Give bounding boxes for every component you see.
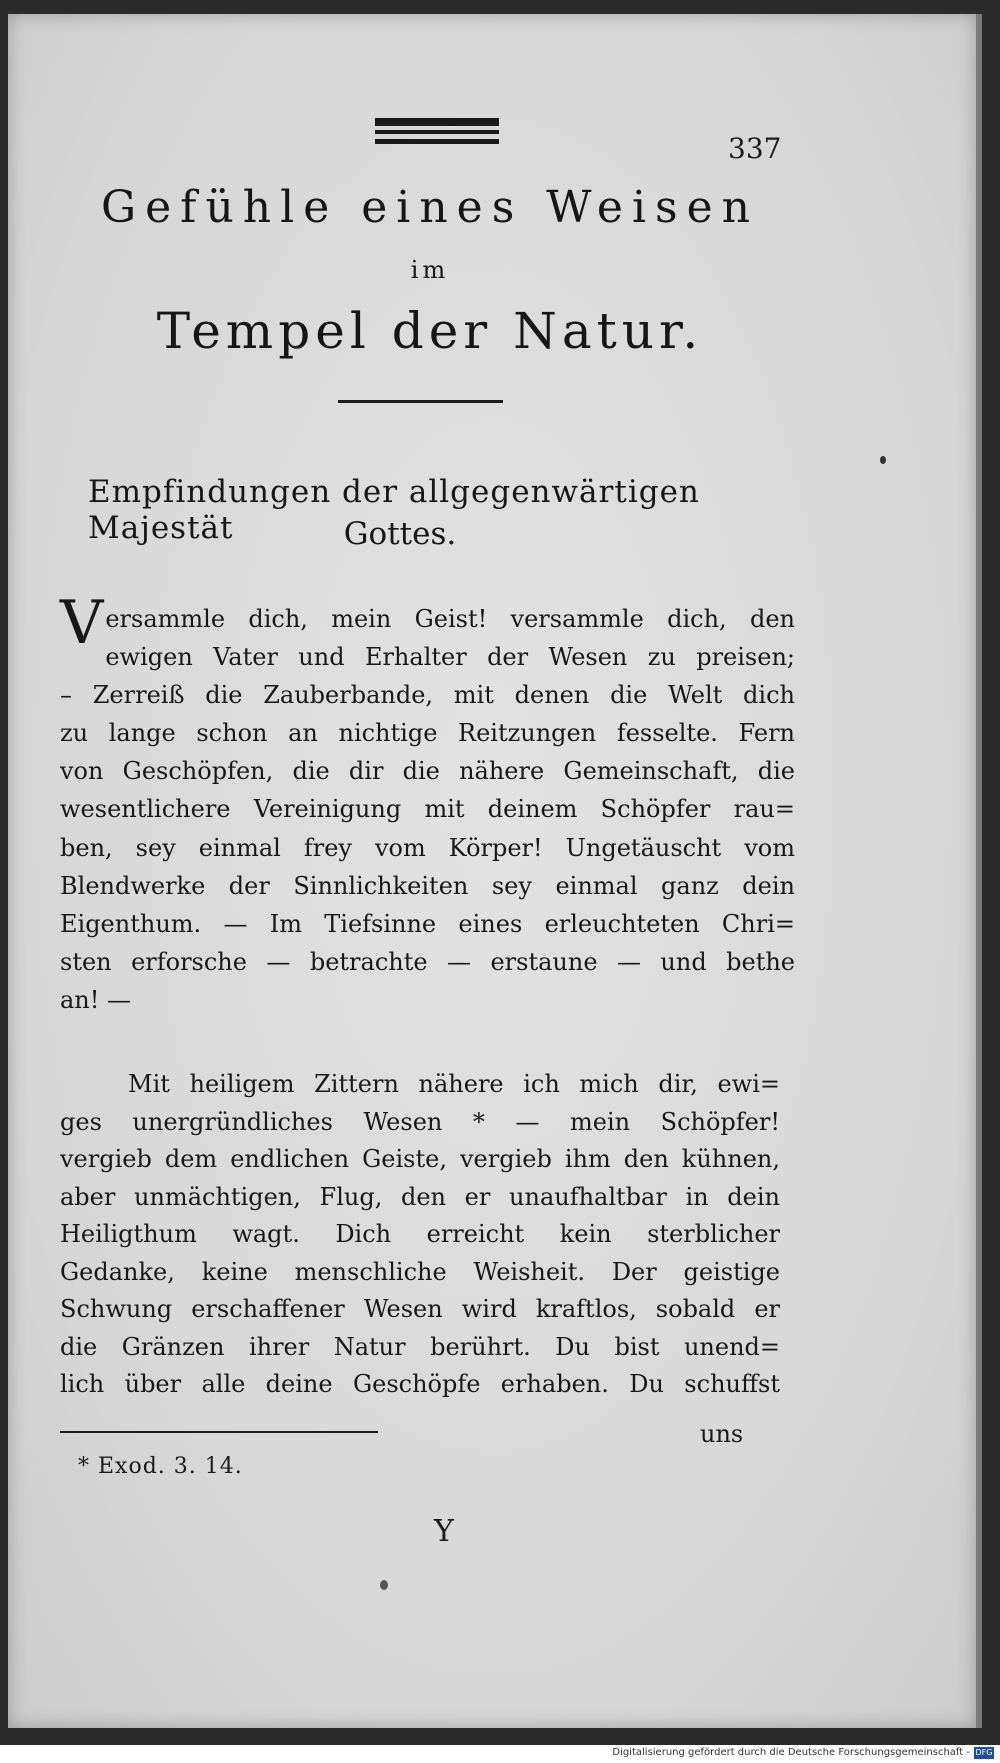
catchword: uns [700,1420,744,1448]
title-line-3: Tempel der Natur. [156,302,704,360]
text-line: zu lange schon an nichtige Reitzungen fesselte. Fern [60,719,795,748]
subtitle-line-2: Gottes. [343,516,457,552]
text-line: von Geschöpfen, die dir die nähere Gemeinschaft, die [60,757,795,786]
footnote: * Exod. 3. 14. [78,1454,243,1479]
text-line: Blendwerke der Sinnlichkeiten sey einmal ganz dein [60,871,795,900]
text-line: an! — [60,985,132,1014]
text-line: sten erforsche — betrachte — erstaune — und bethe [60,947,795,976]
text-line: die Gränzen ihrer Natur berührt. Du bist unend= [60,1332,780,1361]
paragraph-2 [60,1066,780,1404]
text-line: Mit heiligem Zittern nähere ich mich dir, ewi= [128,1070,780,1098]
text-line: lich über alle deine Geschöpfe erhaben. Du schuffst [60,1370,780,1398]
subtitle-line-1: Empfindungen der allgegenwärtigen Majestät [88,474,700,546]
text-line: wesentlichere Vereinigung mit deinem Schöpfer rau= [60,795,795,824]
title-line-1: Gefühle eines Weisen [100,182,759,233]
digitization-credit: Digitalisierung gefördert durch die Deutsche Forschungsgemeinschaft - [612,1747,970,1758]
text-line: ewigen Vater und Erhalter der Wesen zu preisen; [105,643,795,672]
title-line-2: im [410,256,450,284]
text-line: ben, sey einmal frey vom Körper! Ungetäuscht vom [60,833,795,862]
footnote-rule [60,1431,378,1433]
text-line: ersammle dich, mein Geist! versammle dich, den [105,605,795,633]
paragraph-1 [60,588,795,1019]
header-ornament [375,118,499,144]
text-line: – Zerreiß die Zauberbande, mit denen die Welt dich [60,681,795,710]
text-line: Eigenthum. — Im Tiefsinne eines erleuchteten Chri= [60,909,795,938]
ink-speck [880,456,886,464]
ink-speck [380,1580,388,1590]
text-line: Schwung erschaffener Wesen wird kraftlos, sobald er [60,1295,780,1323]
text-line: Gedanke, keine menschliche Weisheit. Der geistige [60,1257,780,1286]
text-line: aber unmächtigen, Flug, den er unaufhaltbar in dein [60,1182,780,1211]
text-line: vergieb dem endlichen Geiste, vergieb ihm den kühnen, [60,1145,780,1173]
page-edge [976,14,982,1728]
drop-capital: V [60,588,104,658]
page-number: 337 [728,132,782,165]
dfg-logo-icon: DFG [975,1748,993,1757]
text-line: Heiligthum wagt. Dich erreicht kein sterblicher [60,1220,780,1248]
signature-mark: Y [434,1514,454,1549]
title-divider [338,400,503,403]
text-line: ges unergründliches Wesen * — mein Schöpfer! [60,1107,780,1136]
